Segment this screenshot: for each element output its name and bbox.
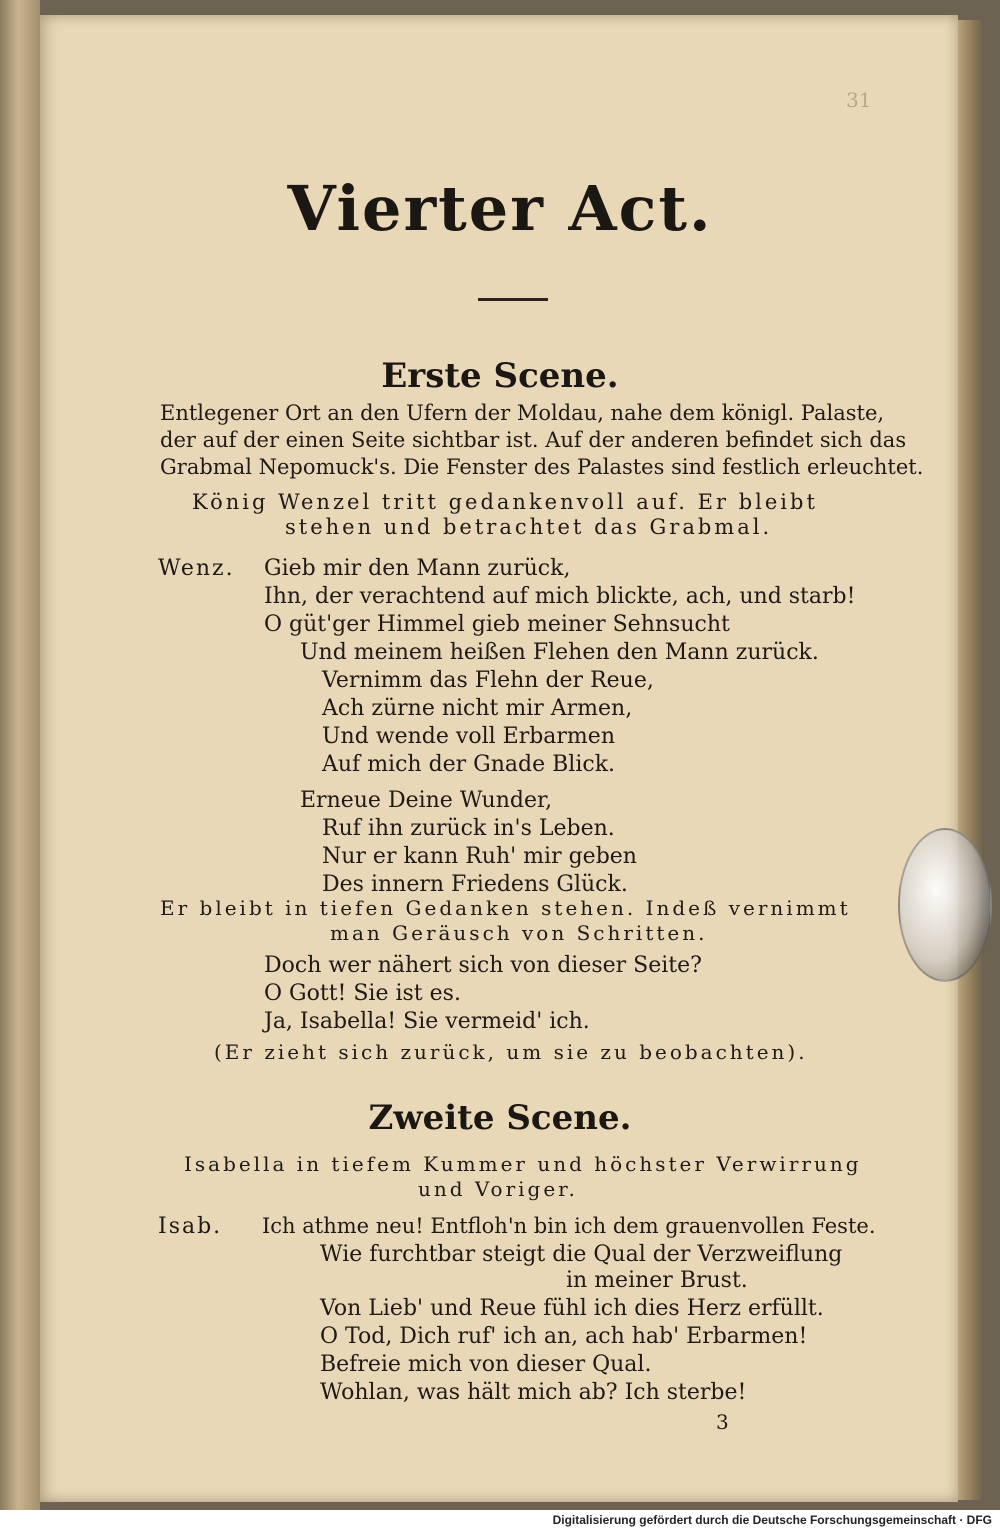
verse-line: Ruf ihn zurück in's Leben.: [322, 816, 615, 841]
stage-direction: Isabella in tiefem Kummer und höchster Verwirrung: [184, 1152, 862, 1176]
stage-direction: man Geräusch von Schritten.: [330, 921, 708, 945]
verse-line: Ich athme neu! Entfloh'n bin ich dem grauenvollen Feste.: [262, 1214, 876, 1238]
verse-line: Doch wer nähert sich von dieser Seite?: [264, 953, 702, 978]
verse-line: Und meinem heißen Flehen den Mann zurück.: [300, 640, 819, 665]
speaker-label: Isab.: [158, 1214, 223, 1239]
verse-line: Von Lieb' und Reue fühl ich dies Herz erfüllt.: [320, 1296, 824, 1321]
magnifier-clip: [898, 828, 992, 982]
verse-line: Auf mich der Gnade Blick.: [322, 752, 616, 777]
dfg-footer: Digitalisierung gefördert durch die Deutsche Forschungsgemeinschaft · DFG: [552, 1513, 992, 1527]
verse-line: Erneue Deine Wunder,: [300, 788, 553, 813]
speaker-label: Wenz.: [158, 556, 235, 581]
stage-direction: stehen und betrachtet das Grabmal.: [285, 515, 773, 539]
verse-line: O güt'ger Himmel gieb meiner Sehnsucht: [264, 612, 730, 637]
verse-line: Gieb mir den Mann zurück,: [264, 556, 571, 581]
verse-line: Ihn, der verachtend auf mich blickte, ach, und starb!: [264, 584, 856, 609]
verse-line: Befreie mich von dieser Qual.: [320, 1352, 652, 1377]
verse-line: Vernimm das Flehn der Reue,: [322, 668, 654, 693]
stage-direction: (Er zieht sich zurück, um sie zu beobachten).: [214, 1040, 808, 1064]
verse-line: O Tod, Dich ruf' ich an, ach hab' Erbarmen!: [320, 1324, 808, 1349]
verse-line: Ja, Isabella! Sie vermeid' ich.: [264, 1009, 590, 1034]
page-number: 3: [716, 1410, 729, 1434]
stage-direction: und Voriger.: [418, 1177, 578, 1201]
verse-line: Ach zürne nicht mir Armen,: [322, 696, 633, 721]
verse-line: Wie furchtbar steigt die Qual der Verzweiflung: [320, 1242, 843, 1267]
stage-direction: Er bleibt in tiefen Gedanken stehen. Indeß vernimmt: [160, 896, 851, 920]
act-title: Vierter Act.: [287, 172, 713, 245]
setting-line: Grabmal Nepomuck's. Die Fenster des Palastes sind festlich erleuchtet.: [160, 455, 924, 479]
verse-line: Und wende voll Erbarmen: [322, 724, 615, 749]
verse-line: Wohlan, was hält mich ab? Ich sterbe!: [320, 1380, 747, 1405]
stage-direction: König Wenzel tritt gedankenvoll auf. Er bleibt: [192, 490, 818, 514]
verse-line: Nur er kann Ruh' mir geben: [322, 844, 637, 869]
scene-1-heading: Erste Scene.: [381, 356, 619, 396]
verse-line: Des innern Friedens Glück.: [322, 872, 628, 897]
verse-line: in meiner Brust.: [566, 1268, 748, 1293]
scene-2-heading: Zweite Scene.: [368, 1098, 632, 1138]
setting-line: Entlegener Ort an den Ufern der Moldau, nahe dem königl. Palaste,: [160, 401, 885, 425]
folio-number: 31: [846, 88, 872, 112]
title-rule: [478, 298, 548, 301]
setting-line: der auf der einen Seite sichtbar ist. Auf der anderen befindet sich das: [160, 428, 907, 452]
verse-line: O Gott! Sie ist es.: [264, 981, 461, 1006]
